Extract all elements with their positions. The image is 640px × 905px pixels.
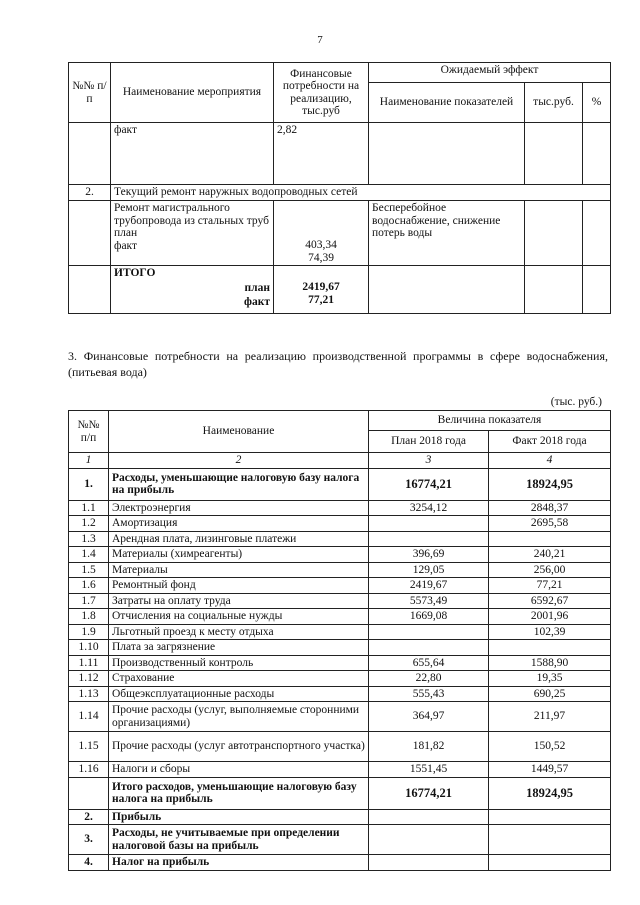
cell-plan: [369, 531, 489, 547]
fact-value: 2,82: [274, 123, 369, 185]
cell-name: Производственный контроль: [109, 655, 369, 671]
cell-num: 1.3: [69, 531, 109, 547]
repair-values: [274, 201, 369, 266]
repair-fact-value: 74,39: [308, 251, 334, 264]
table-row: [69, 809, 611, 825]
cell-name: Расходы, не учитываемые при определении налоговой базы на прибыль: [109, 825, 369, 855]
cell-name: Налоги и сборы: [109, 762, 369, 778]
header-num: №№ п/п: [69, 63, 111, 123]
units-label: (тыс. руб.): [550, 396, 602, 408]
repair-fact-label: факт: [114, 239, 138, 252]
table-row: [69, 855, 611, 871]
cell-name: Прочие расходы (услуг автотранспортного участка): [109, 732, 369, 762]
total-label: ИТОГО: [114, 267, 156, 279]
table-row: [69, 762, 611, 778]
table-row: [69, 825, 611, 855]
table-row: [69, 593, 611, 609]
total-fact-label: факт: [244, 296, 270, 308]
cell-fact: 18924,95: [489, 468, 611, 500]
table-row: [69, 655, 611, 671]
cell-name: Налог на прибыль: [109, 855, 369, 871]
cell-name: Материалы (химреагенты): [109, 547, 369, 563]
t2-body: [69, 468, 611, 870]
header-name: Наименование мероприятия: [111, 63, 274, 123]
cell-name: Льготный проезд к месту отдыха: [109, 624, 369, 640]
cell-name: Амортизация: [109, 516, 369, 532]
total-values: [274, 266, 369, 314]
t2-colnum-1: 1: [69, 453, 109, 469]
cell-num: 1.11: [69, 655, 109, 671]
cell-fact: 1449,57: [489, 762, 611, 778]
cell-plan: [369, 825, 489, 855]
table-row: [69, 609, 611, 625]
cell-fact: [489, 531, 611, 547]
cell-plan: 22,80: [369, 671, 489, 687]
cell-num: 1.8: [69, 609, 109, 625]
table-row: [69, 777, 611, 809]
cell-plan: 181,82: [369, 732, 489, 762]
cell-name: Электроэнергия: [109, 500, 369, 516]
section-paragraph: 3. Финансовые потребности на реализацию производственной программы в сфере водоснабжения, (питьевая вода): [68, 349, 608, 379]
cell-fact: 150,52: [489, 732, 611, 762]
cell-fact: 211,97: [489, 702, 611, 732]
table-row: [69, 640, 611, 656]
t2-header-value: Величина показателя: [369, 411, 611, 431]
repair-cell: [111, 201, 274, 266]
header-fin: Финансовые потребности на реализацию, тыс.руб: [274, 63, 369, 123]
repair-name: Ремонт магистрального трубопровода из стальных труб: [114, 202, 269, 227]
section2-num: 2.: [69, 185, 111, 201]
cell-num: 1.13: [69, 686, 109, 702]
cell-plan: [369, 640, 489, 656]
cell-num: 1.1: [69, 500, 109, 516]
cell-name: Страхование: [109, 671, 369, 687]
cell-plan: 655,64: [369, 655, 489, 671]
cell-name: Прибыль: [109, 809, 369, 825]
cell-plan: 16774,21: [369, 468, 489, 500]
cell-name: Ремонтный фонд: [109, 578, 369, 594]
cell-num: 3.: [69, 825, 109, 855]
cell-fact: 77,21: [489, 578, 611, 594]
cell-fact: 690,25: [489, 686, 611, 702]
cell-plan: 16774,21: [369, 777, 489, 809]
cell-num: 1.10: [69, 640, 109, 656]
cell-num: 1.14: [69, 702, 109, 732]
cell-fact: 6592,67: [489, 593, 611, 609]
cell-num: 4.: [69, 855, 109, 871]
cell-plan: 364,97: [369, 702, 489, 732]
cell-fact: [489, 825, 611, 855]
table-row: [69, 732, 611, 762]
cell-fact: [489, 855, 611, 871]
cell-name: Итого расходов, уменьшающие налоговую базу налога на прибыль: [109, 777, 369, 809]
t2-header-plan: План 2018 года: [369, 431, 489, 453]
cell-fact: [489, 640, 611, 656]
page-number: 7: [317, 34, 323, 46]
cell-name: Прочие расходы (услуг, выполняемые сторонними организациями): [109, 702, 369, 732]
cell-num: 1.6: [69, 578, 109, 594]
cell-fact: 102,39: [489, 624, 611, 640]
cell-plan: 396,69: [369, 547, 489, 563]
t2-header-name: Наименование: [109, 411, 369, 453]
cell-plan: [369, 516, 489, 532]
cell-plan: 3254,12: [369, 500, 489, 516]
header-pct: %: [583, 83, 611, 123]
table-row: [69, 516, 611, 532]
cell-num: 1.15: [69, 732, 109, 762]
financial-needs-table: [68, 410, 611, 871]
cell-name: Плата за загрязнение: [109, 640, 369, 656]
repair-plan-label: план: [114, 227, 138, 239]
total-fact-value: 77,21: [308, 293, 334, 306]
total-plan-label: план: [244, 281, 270, 294]
cell-name: Арендная плата, лизинговые платежи: [109, 531, 369, 547]
t2-colnum-4: 4: [489, 453, 611, 469]
table-row: [69, 578, 611, 594]
cell-plan: 2419,67: [369, 578, 489, 594]
cell-fact: 2848,37: [489, 500, 611, 516]
cell-fact: 18924,95: [489, 777, 611, 809]
cell-name: Отчисления на социальные нужды: [109, 609, 369, 625]
cell-plan: 1669,08: [369, 609, 489, 625]
cell-fact: 1588,90: [489, 655, 611, 671]
measures-table: [68, 62, 611, 314]
cell-fact: 240,21: [489, 547, 611, 563]
cell-plan: 555,43: [369, 686, 489, 702]
header-effect: Ожидаемый эффект: [369, 63, 611, 83]
cell-num: 1.2: [69, 516, 109, 532]
cell-num: 1.7: [69, 593, 109, 609]
cell-fact: 2695,58: [489, 516, 611, 532]
t2-header-num: №№ п/п: [69, 411, 109, 453]
table-row: [69, 547, 611, 563]
cell-name: Расходы, уменьшающие налоговую базу налога на прибыль: [109, 468, 369, 500]
cell-fact: 19,35: [489, 671, 611, 687]
cell-num: 1.5: [69, 562, 109, 578]
repair-plan-value: 403,34: [305, 239, 337, 251]
cell-plan: [369, 624, 489, 640]
cell-num: [69, 777, 109, 809]
cell-num: 1.12: [69, 671, 109, 687]
cell-fact: [489, 809, 611, 825]
table-row: [69, 562, 611, 578]
cell-num: 2.: [69, 809, 109, 825]
fact-label: факт: [111, 123, 274, 185]
cell-plan: [369, 809, 489, 825]
repair-effect: Бесперебойное водоснабжение, снижение потерь воды: [369, 201, 525, 266]
cell-plan: 129,05: [369, 562, 489, 578]
cell-fact: 2001,96: [489, 609, 611, 625]
cell-fact: 256,00: [489, 562, 611, 578]
cell-plan: 1551,45: [369, 762, 489, 778]
total-plan-value: 2419,67: [302, 281, 340, 293]
cell-num: 1.: [69, 468, 109, 500]
table-row: [69, 531, 611, 547]
t2-colnum-3: 3: [369, 453, 489, 469]
t2-header-fact: Факт 2018 года: [489, 431, 611, 453]
cell-name: Общеэксплуатационные расходы: [109, 686, 369, 702]
t2-colnum-2: 2: [109, 453, 369, 469]
table-row: [69, 624, 611, 640]
cell-name: Затраты на оплату труда: [109, 593, 369, 609]
total-cell: [111, 266, 274, 314]
table-row: [69, 671, 611, 687]
table-row: [69, 468, 611, 500]
header-indicators: Наименование показателей: [369, 83, 525, 123]
header-thous: тыс.руб.: [525, 83, 583, 123]
table-row: [69, 686, 611, 702]
cell-num: 1.9: [69, 624, 109, 640]
cell-plan: 5573,49: [369, 593, 489, 609]
table-row: [69, 500, 611, 516]
cell-name: Материалы: [109, 562, 369, 578]
cell-plan: [369, 855, 489, 871]
cell-num: 1.4: [69, 547, 109, 563]
section2-title: Текущий ремонт наружных водопроводных сетей: [111, 185, 611, 201]
table-row: [69, 702, 611, 732]
cell-num: 1.16: [69, 762, 109, 778]
